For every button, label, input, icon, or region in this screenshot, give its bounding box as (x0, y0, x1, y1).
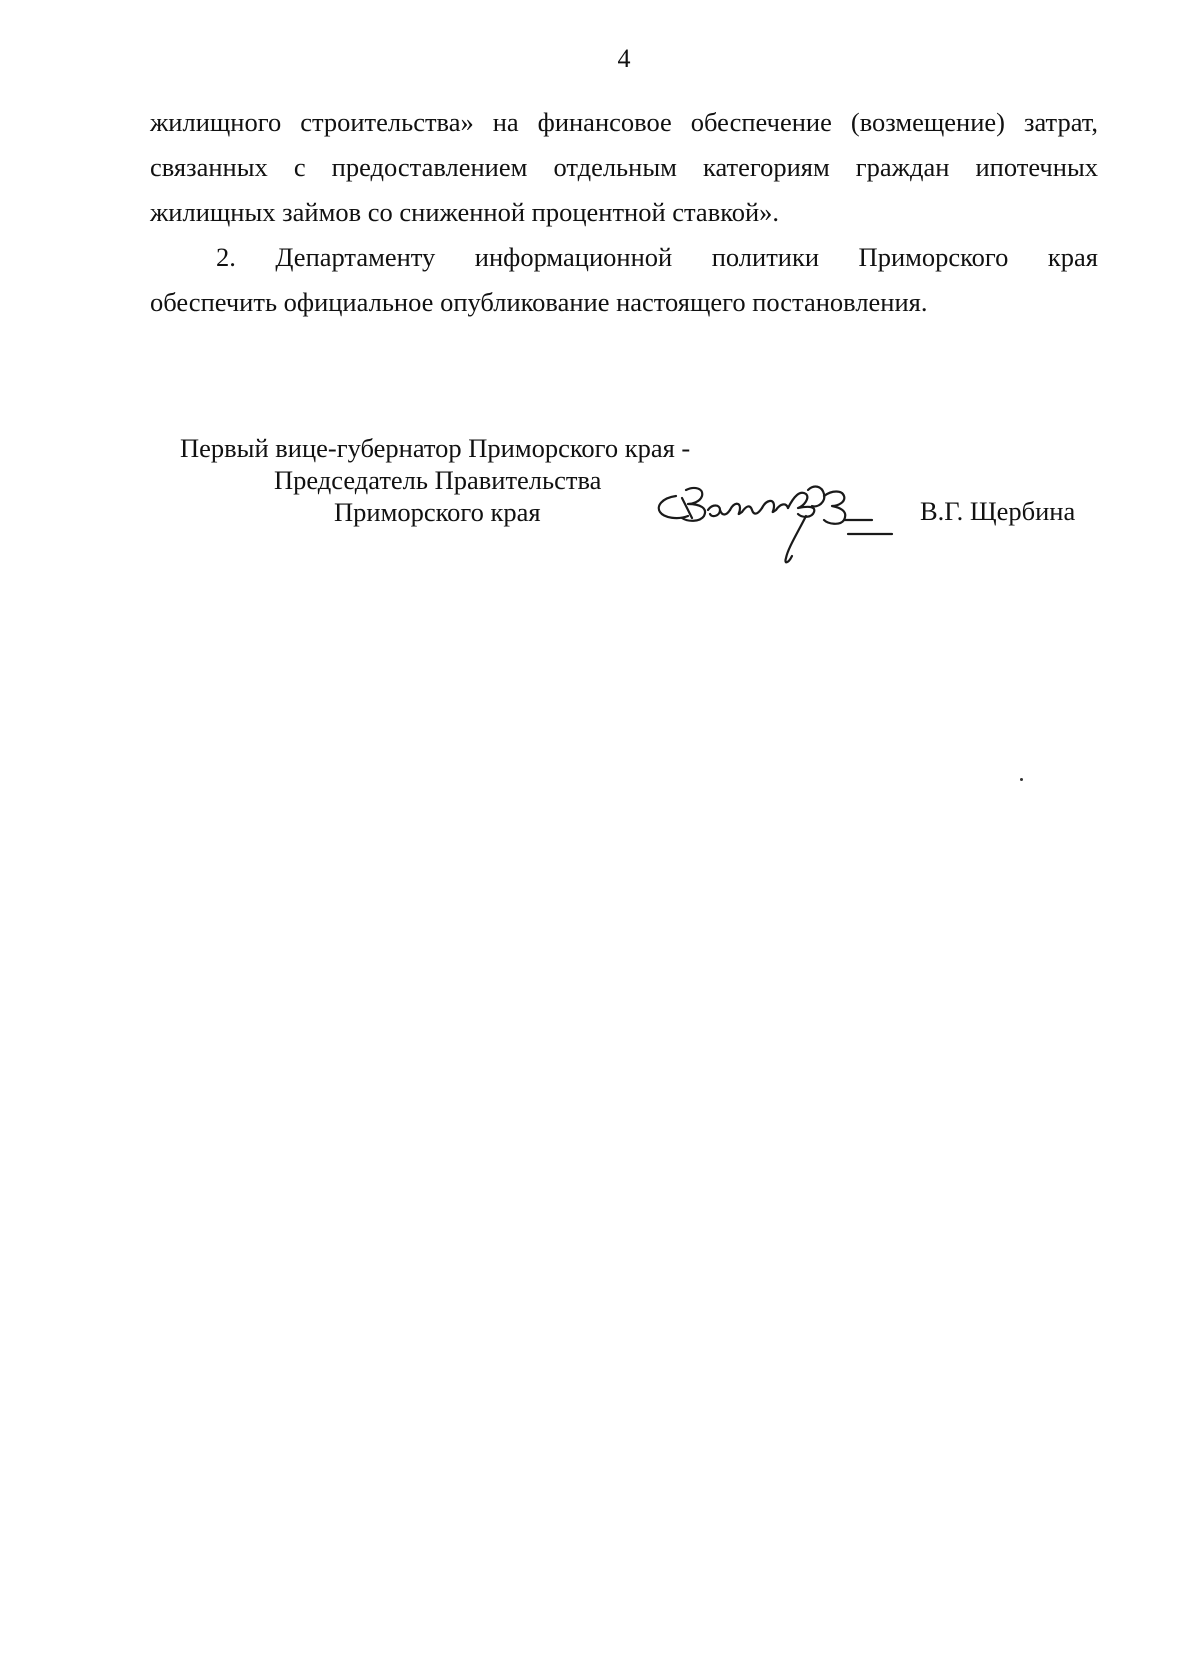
paragraph-2-line-1: 2. Департаменту информационной политики Приморского края (216, 242, 1098, 272)
paragraph-1-line-1: жилищного строительства» на финансовое обеспечение (возмещение) затрат, (150, 107, 1098, 137)
signatory-title-line-3: Приморского края (334, 497, 541, 527)
paragraph-1-line-3: жилищных займов со сниженной процентной ставкой». (150, 197, 780, 227)
paragraph-1-line-2: связанных с предоставлением отдельным категориям граждан ипотечных (150, 152, 1098, 182)
document-body (150, 100, 1098, 325)
scan-speck (1020, 778, 1023, 781)
signatory-name: В.Г. Щербина (920, 496, 1076, 526)
handwritten-signature (648, 476, 948, 576)
paragraph-2-line-2: обеспечить официальное опубликование настоящего постановления. (150, 287, 928, 317)
signatory-title-line-2: Председатель Правительства (274, 465, 602, 495)
page-number: 4 (617, 44, 631, 73)
signatory-title-line-1: Первый вице-губернатор Приморского края - (180, 433, 691, 463)
